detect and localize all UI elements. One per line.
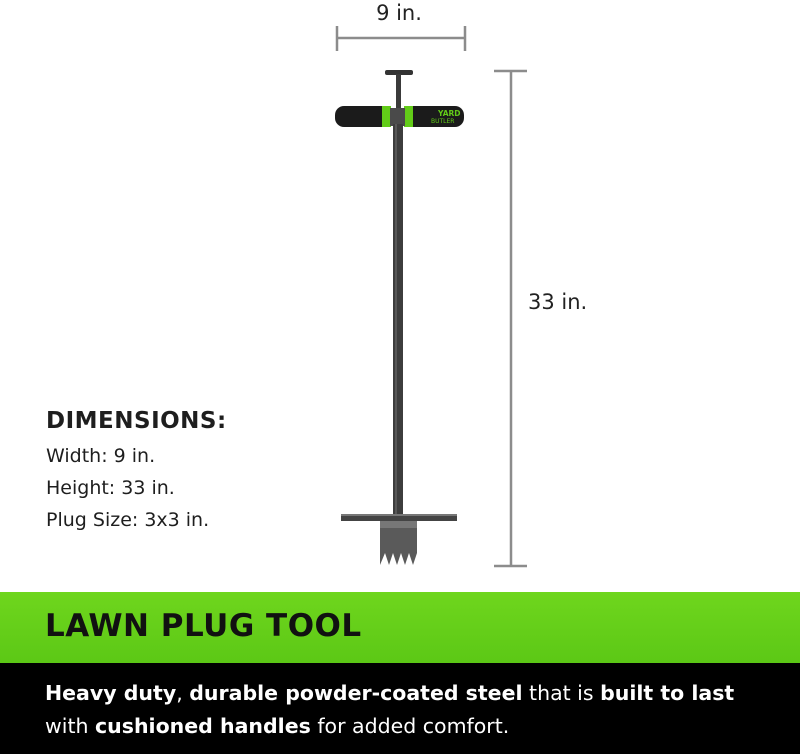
- desc-bold-4: cushioned handles: [95, 714, 311, 738]
- title-banner: [0, 592, 800, 663]
- dimension-height: Height: 33 in.: [46, 477, 175, 499]
- grip-logo-line1: YARD: [438, 109, 461, 118]
- desc-bold-2: durable powder-coated steel: [189, 681, 523, 705]
- desc-text-4: for added comfort.: [310, 714, 510, 738]
- desc-text-3: with: [45, 714, 96, 738]
- desc-text-2: that is: [522, 681, 601, 705]
- width-measure-label: 9 in.: [376, 1, 422, 25]
- width-dimension-line: [337, 26, 465, 51]
- dimension-width: Width: 9 in.: [46, 445, 156, 467]
- height-measure-label: 33 in.: [528, 290, 588, 314]
- product-description: [45, 677, 775, 743]
- product-title: LAWN PLUG TOOL: [45, 608, 362, 644]
- height-dimension-line: [494, 71, 527, 566]
- desc-bold-1: Heavy duty: [45, 681, 177, 705]
- desc-bold-3: built to last: [600, 681, 735, 705]
- grip-logo-line2: BUTLER: [431, 118, 455, 125]
- dimension-plug-size: Plug Size: 3x3 in.: [46, 509, 210, 531]
- desc-text-1: ,: [176, 681, 190, 705]
- dimensions-panel: [46, 408, 227, 536]
- description-banner: [0, 663, 800, 754]
- lawn-plug-tool-icon: [335, 70, 464, 565]
- dimensions-title: DIMENSIONS:: [46, 408, 227, 434]
